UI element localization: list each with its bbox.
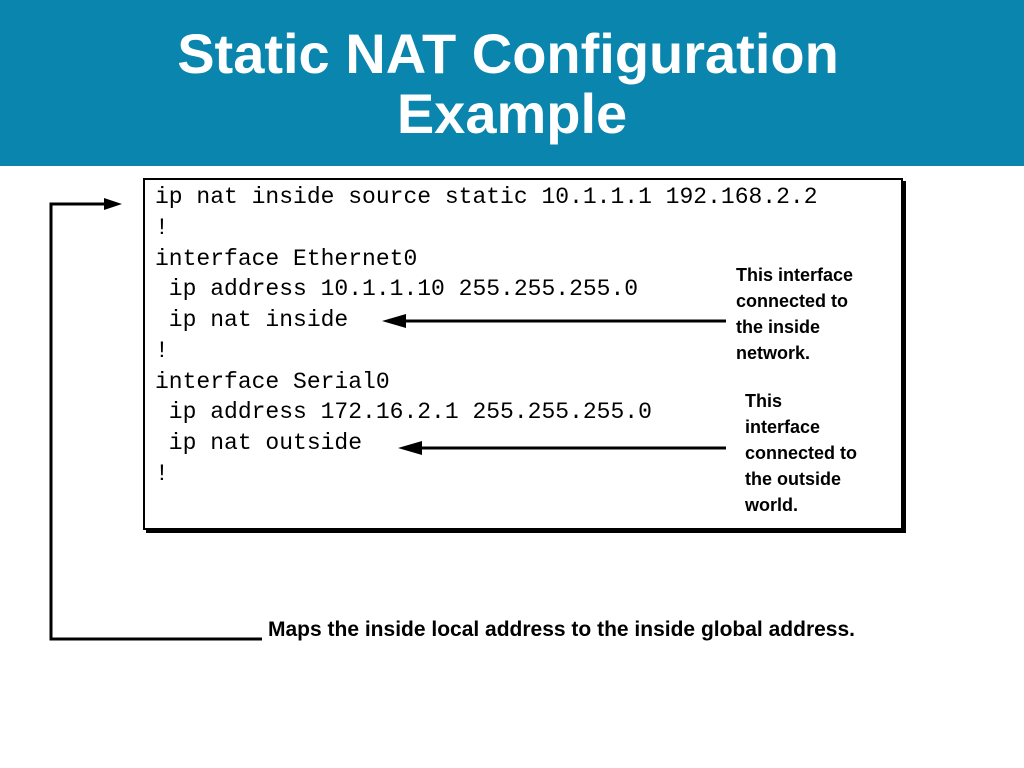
callout-outside-line: This	[745, 391, 783, 411]
code-line-interface-ethernet: interface Ethernet0	[155, 245, 418, 272]
callout-outside-interface	[745, 388, 857, 518]
code-line-serial-address: ip address 172.16.2.1 255.255.255.0	[155, 399, 652, 426]
title-line-2: Example	[396, 82, 628, 145]
callout-outside-line: connected to	[745, 443, 858, 463]
code-line-nat-outside: ip nat outside	[155, 430, 363, 456]
callout-inside-line: the inside	[736, 317, 821, 337]
title-line-1: Static NAT Configuration	[177, 22, 839, 85]
callout-outside-line: the outside	[745, 469, 842, 489]
slide-title	[0, 24, 1024, 144]
callout-inside-line: This interface	[736, 265, 854, 285]
code-line-separator: !	[155, 460, 169, 487]
code-line-nat-inside: ip nat inside	[155, 307, 349, 333]
mapping-caption: Maps the inside local address to the inside global address.	[268, 618, 855, 641]
callout-inside-line: network.	[736, 343, 811, 363]
config-code	[155, 182, 818, 490]
code-line-separator: !	[155, 337, 169, 364]
callout-inside-interface	[736, 262, 853, 366]
code-line-separator: !	[155, 214, 169, 241]
callout-inside-line: connected to	[736, 291, 849, 311]
code-line-interface-serial: interface Serial0	[155, 368, 390, 395]
callout-outside-line: world.	[745, 495, 798, 515]
callout-outside-line: interface	[745, 417, 821, 437]
code-line-ethernet-address: ip address 10.1.1.10 255.255.255.0	[155, 276, 639, 303]
code-line-static-nat: ip nat inside source static 10.1.1.1 192.168.2.2	[155, 184, 818, 210]
